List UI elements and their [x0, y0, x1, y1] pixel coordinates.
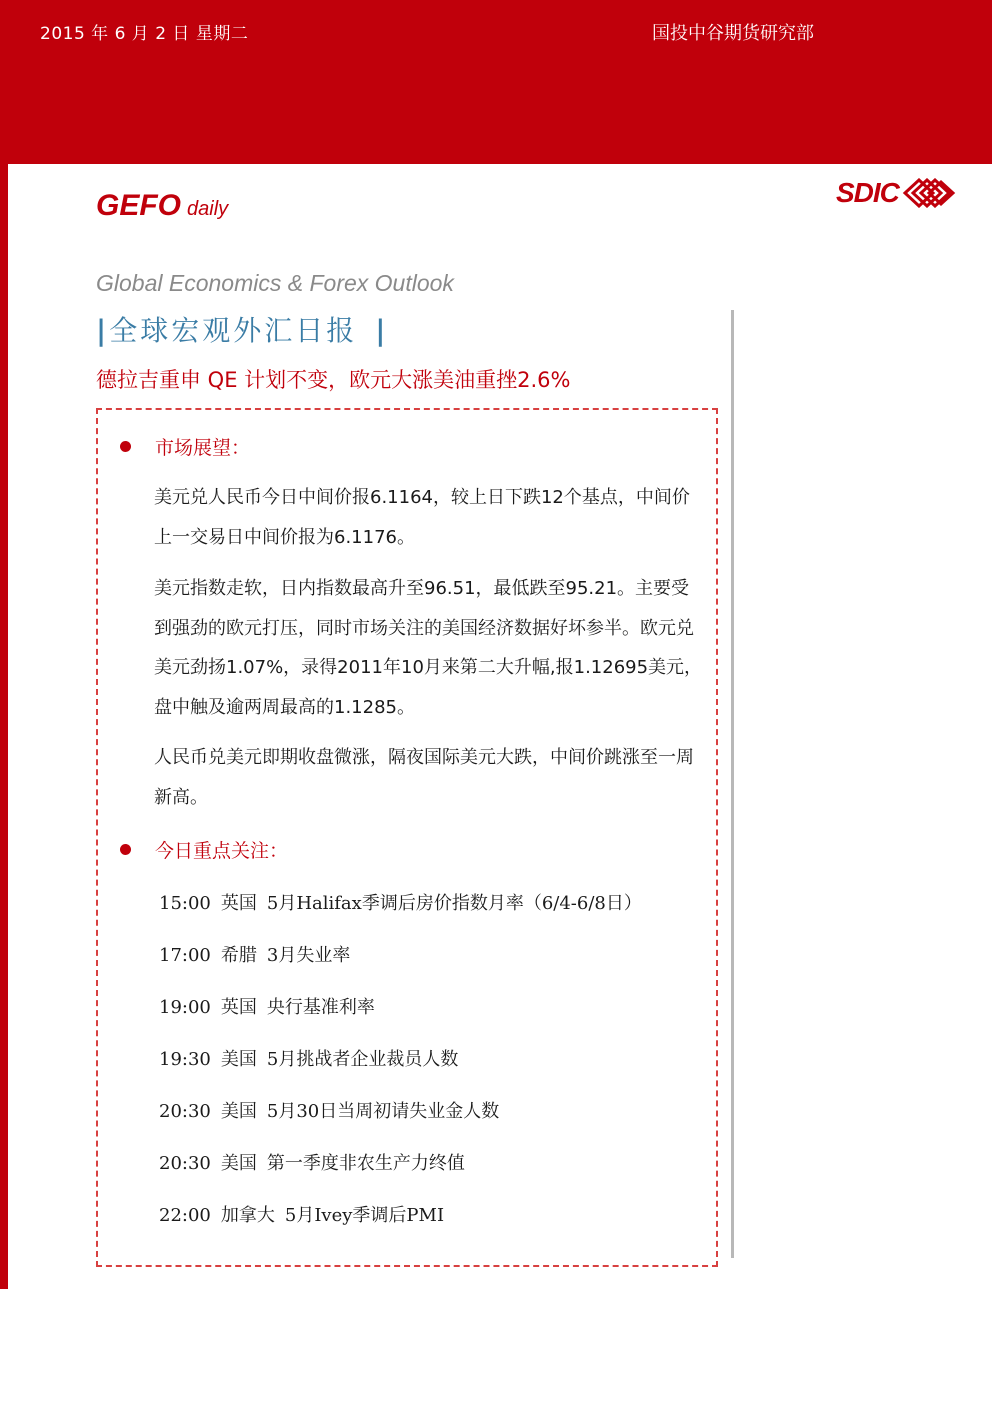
report-title-text: 全球宏观外汇日报 — [109, 314, 358, 347]
event-item — [159, 1045, 468, 1071]
title-bar-left: | — [96, 314, 110, 347]
focus-today-heading — [120, 836, 288, 863]
outlook-paragraph: 美元兑人民币今日中间价报6.1164，较上日下跌12个基点，中间价上一交易日中间价报为6.1176。 — [154, 487, 690, 548]
event-country: 加拿大 — [220, 1205, 275, 1226]
event-country: 英国 — [220, 997, 257, 1018]
event-description: 5月30日当周初请失业金人数 — [266, 1101, 500, 1122]
market-outlook-label: 市场展望： — [155, 437, 251, 459]
logo-diamond-icon — [901, 178, 957, 208]
event-item — [159, 1097, 509, 1123]
event-time: 20:30 — [159, 1153, 211, 1174]
event-country: 美国 — [220, 1101, 257, 1122]
outlook-paragraph: 人民币兑美元即期收盘微涨，隔夜国际美元大跌，中间价跳涨至一周新高。 — [154, 747, 694, 808]
event-country: 美国 — [220, 1049, 257, 1070]
focus-today-label: 今日重点关注： — [155, 840, 289, 862]
bullet-dot-icon — [120, 844, 131, 855]
event-description: 央行基准利率 — [266, 997, 375, 1018]
headline: 德拉吉重申 QE 计划不变，欧元大涨美油重挫2.6% — [96, 368, 571, 392]
event-item — [159, 941, 360, 967]
title-bar-right: | — [375, 314, 389, 347]
event-description: 3月失业率 — [266, 945, 351, 966]
vertical-divider — [731, 310, 734, 1258]
brand-suffix: daily — [187, 198, 229, 220]
event-item — [159, 993, 385, 1019]
event-item — [159, 1149, 475, 1175]
brand-wordmark — [96, 189, 228, 223]
event-time: 15:00 — [159, 893, 211, 914]
event-time: 22:00 — [159, 1205, 211, 1226]
event-description: 5月Ivey季调后PMI — [284, 1205, 445, 1226]
logo-text: SDIC — [836, 177, 899, 208]
event-time: 19:30 — [159, 1049, 211, 1070]
sdic-logo — [836, 176, 957, 210]
event-country: 美国 — [220, 1153, 257, 1174]
bullet-dot-icon — [120, 441, 131, 452]
market-outlook-heading — [120, 433, 250, 460]
left-accent-strip — [0, 164, 8, 1289]
event-country: 希腊 — [220, 945, 257, 966]
event-country: 英国 — [220, 893, 257, 914]
event-item — [159, 1201, 454, 1227]
event-item — [159, 889, 652, 915]
report-title — [96, 309, 388, 349]
event-description: 5月Halifax季调后房价指数月率（6/4-6/8日） — [266, 893, 642, 914]
event-time: 19:00 — [159, 997, 211, 1018]
event-description: 5月挑战者企业裁员人数 — [266, 1049, 459, 1070]
report-date: 2015 年 6 月 2 日 星期二 — [40, 24, 249, 44]
event-time: 17:00 — [159, 945, 211, 966]
report-subtitle: Global Economics & Forex Outlook — [96, 270, 454, 296]
event-time: 20:30 — [159, 1101, 211, 1122]
event-description: 第一季度非农生产力终值 — [266, 1153, 465, 1174]
outlook-paragraph: 美元指数走软，日内指数最高升至96.51，最低跌至95.21。主要受到强劲的欧元打压，同时市场关注的美国经济数据好坏参半。欧元兑美元劲扬1.07%，录得2011年10月来第二大升幅,报1.12695美元，盘中触及逾两周最高的1.1285。 — [154, 578, 703, 718]
organization-name: 国投中谷期货研究部 — [652, 23, 814, 44]
brand-name: GEFO — [96, 189, 182, 222]
